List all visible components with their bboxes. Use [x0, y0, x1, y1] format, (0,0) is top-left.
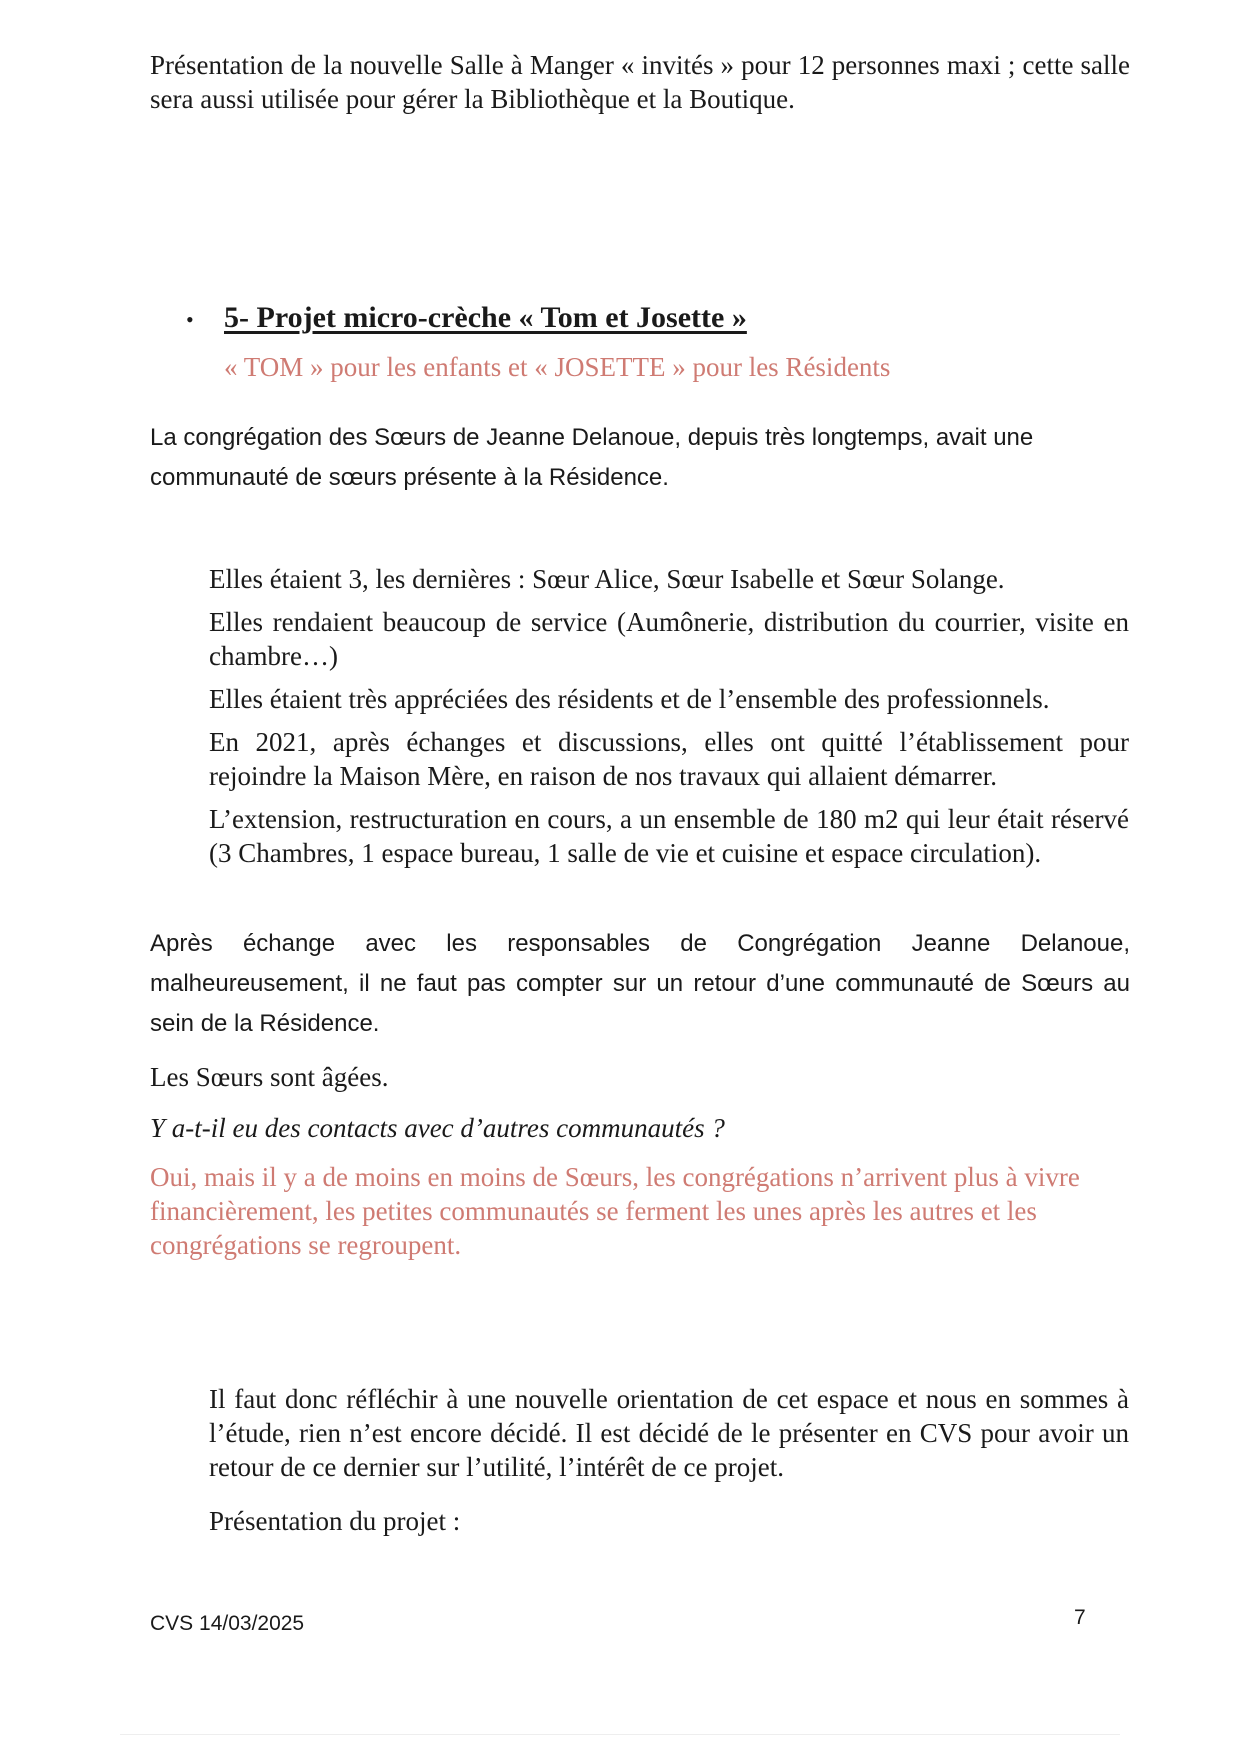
sisters-list — [209, 562, 1129, 879]
answer-paragraph: Oui, mais il y a de moins en moins de Sœurs, les congrégations n’arrivent plus à vivre financièrement, les petites communautés se ferment les unes après les autres et les congrégations se regroupent. — [150, 1162, 1080, 1260]
question-paragraph: Y a-t-il eu des contacts avec d’autres communautés ? — [150, 1113, 725, 1143]
congregation-paragraph: La congrégation des Sœurs de Jeanne Delanoue, depuis très longtemps, avait une communauté de sœurs présente à la Résidence. — [150, 424, 1034, 491]
sisters-item: Elles étaient très appréciées des résidents et de l’ensemble des professionnels. — [209, 684, 1050, 714]
sisters-item: Elles étaient 3, les dernières : Sœur Alice, Sœur Isabelle et Sœur Solange. — [209, 564, 1005, 594]
sisters-item: En 2021, après échanges et discussions, elles ont quitté l’établissement pour rejoindre la Maison Mère, en raison de nos travaux qui allaient démarrer. — [209, 727, 1129, 791]
exchange-paragraph: Après échange avec les responsables de Congrégation Jeanne Delanoue, malheureusement, il ne faut pas compter sur un retour d’une communauté de Sœurs au sein de la Résidence. — [150, 930, 1130, 1037]
bullet-point: • — [186, 307, 194, 333]
section-title: 5- Projet micro-crèche « Tom et Josette » — [224, 301, 747, 334]
footer-reference: CVS 14/03/2025 — [150, 1612, 305, 1635]
presentation-heading: Présentation du projet : — [209, 1506, 461, 1536]
section-subtitle: « TOM » pour les enfants et « JOSETTE » pour les Résidents — [224, 352, 891, 382]
reflection-paragraph: Il faut donc réfléchir à une nouvelle orientation de cet espace et nous en sommes à l’étude, rien n’est encore décidé. Il est décidé de le présenter en CVS pour avoir un retour de ce dernier sur l’utilité, l’intérêt de ce projet. — [209, 1384, 1129, 1482]
section-heading — [186, 298, 1146, 340]
scan-edge-line — [120, 1734, 1120, 1735]
intro-paragraph: Présentation de la nouvelle Salle à Manger « invités » pour 12 personnes maxi ; cette salle sera aussi utilisée pour gérer la Bibliothèque et la Boutique. — [150, 50, 1130, 114]
aged-paragraph: Les Sœurs sont âgées. — [150, 1062, 389, 1092]
sisters-item: L’extension, restructuration en cours, a un ensemble de 180 m2 qui leur était réservé (3 Chambres, 1 espace bureau, 1 salle de vie et cuisine et espace circulation). — [209, 804, 1129, 868]
page-number: 7 — [1074, 1606, 1086, 1629]
sisters-item: Elles rendaient beaucoup de service (Aumônerie, distribution du courrier, visite en chambre…) — [209, 607, 1129, 671]
